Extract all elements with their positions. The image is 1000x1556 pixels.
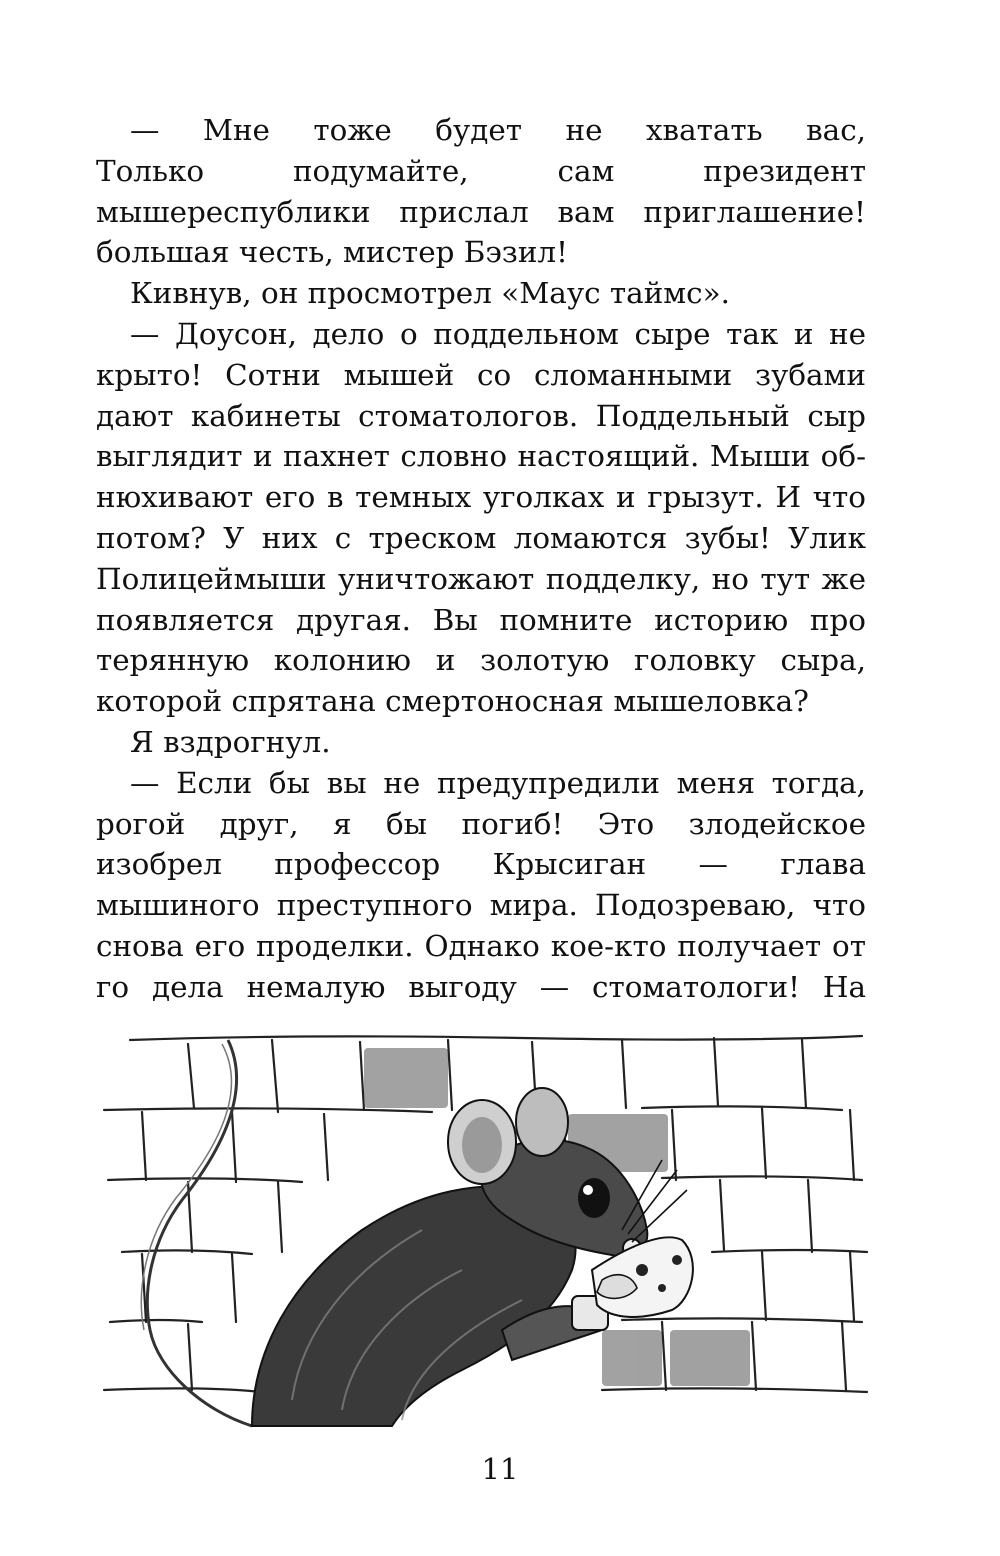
text-line: Я вздрогнул. [130,724,331,759]
text-line: мышереспублики прислал вам приглашение! [96,194,866,229]
text-line: го дела немалую выгоду — стоматологи! На [96,969,866,1004]
text-line: Кивнув, он просмотрел «Маус таймс». [130,276,730,311]
text-line: — Если бы вы не предупредили меня тогда, [130,765,866,800]
text-line: снова его проделки. Однако кое-кто получает от [96,928,866,963]
body-text [96,110,866,1008]
text-line: крыто! Сотни мышей со сломанными зубами [96,357,866,392]
mouse-ear [516,1088,568,1156]
text-line: Только подумайте, сам президент [96,153,866,188]
text-line: Полицеймыши уничтожают подделку, но тут же [96,561,866,596]
mouse-eye [578,1178,610,1218]
text-line: появляется другая. Вы помните историю про [96,602,866,637]
mouse-tail [147,1040,252,1426]
text-line: потом? У них с треском ломаются зубы! Улик [96,520,866,555]
text-line: мышиного преступного мира. Подозреваю, что [96,888,866,923]
text-line: большая честь, мистер Бэзил! [96,235,568,270]
text-line: нюхивают его в темных уголках и грызут. И что [96,480,866,515]
text-line: выглядит и пахнет словно настоящий. Мыши об- [96,439,866,474]
text-line: рогой друг, я бы погиб! Это злодейское [96,806,866,841]
page-number: 11 [481,1452,519,1486]
text-line: — Доусон, дело о поддельном сыре так и не [130,316,866,351]
text-line: — Мне тоже будет не хватать вас, [130,113,866,147]
text-line: которой спрятана смертоносная мышеловка? [96,684,809,719]
text-line: терянную колонию и золотую головку сыра, [96,643,866,678]
text-line: изобрел профессор Крысиган — глава [96,847,866,882]
mouse-illustration [102,1030,872,1430]
text-line: дают кабинеты стоматологов. Поддельный сыр [96,398,866,433]
